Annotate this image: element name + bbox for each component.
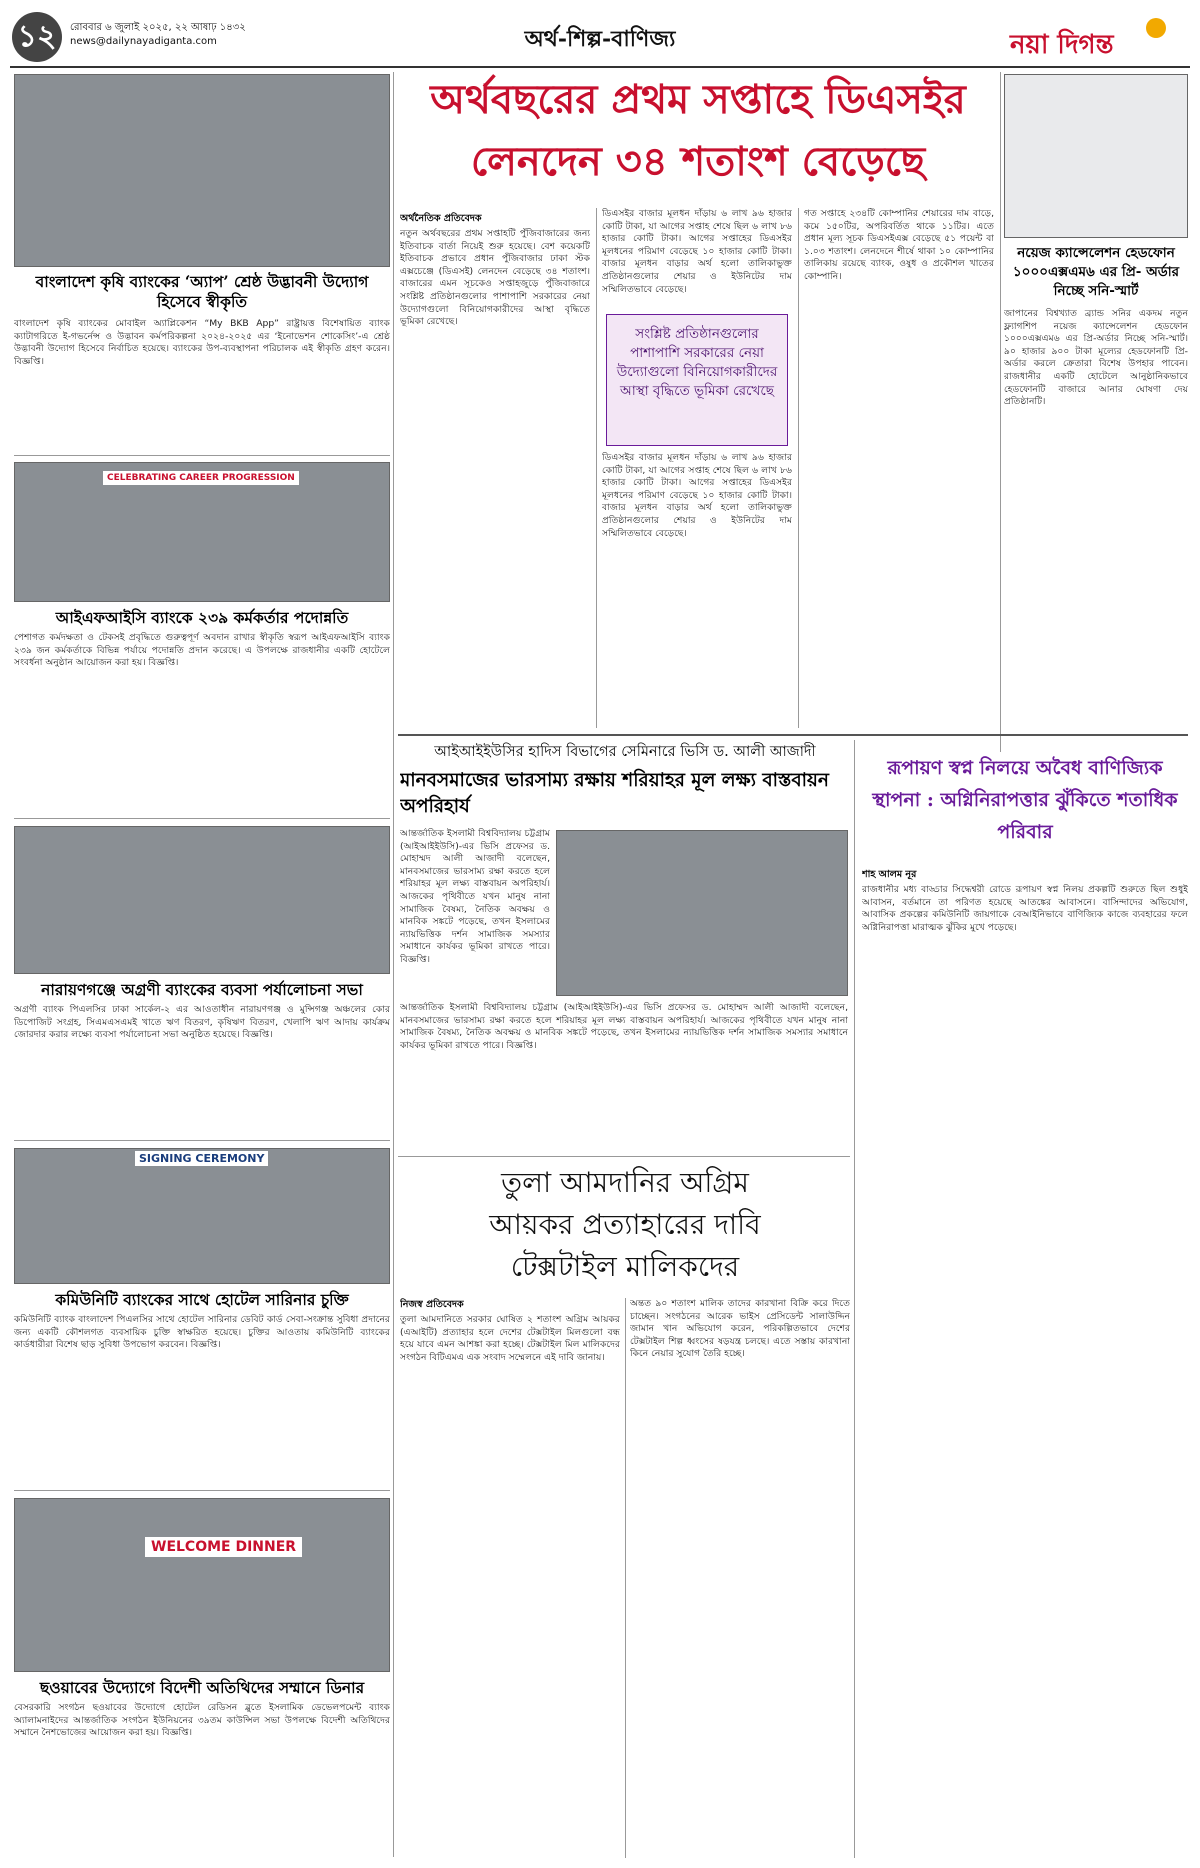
seminar-photo [556,830,848,996]
newspaper-logo [1000,14,1190,58]
item-2-headline: আইএফআইসি ব্যাংকে ২৩৯ কর্মকর্তার পদোন্নতি [55,608,349,627]
item-2-body: পেশাগত কর্মদক্ষতা ও টেকসই প্রবৃদ্ধিতে গুরুত্বপূর্ণ অবদান রাখার স্বীকৃতি স্বরূপ আইএফআইসি ব্যাংক ২৩৯ জন কর্মকর্তাকে বিভিন্ন পর্যায়ে পদোন্নতি প্রদান করেছে। এ উপলক্ষে রাজধানীর একটি হোটেলে সংবর্ধনা অনুষ্ঠান আয়োজন করা হয়। বিজ্ঞপ্তি। [14,632,390,669]
photo-banner-text: WELCOME DINNER [145,1537,302,1557]
rupayan-byline: শাহ আলম নূর [862,869,917,880]
rupayan-headline: রূপায়ণ স্বপ্ন নিলয়ে অবৈধ বাণিজ্যিক স্থাপনা : অগ্নিনিরাপত্তার ঝুঁকিতে শতাধিক পরিবার [872,757,1178,843]
seminar-body-2: আন্তর্জাতিক ইসলামী বিশ্ববিদ্যালয় চট্টগ্রাম (আইআইইউসি)-এর ভিসি প্রফেসর ড. মোহাম্মদ আলী আজাদী বলেছেন, মানবসমাজের ভারসাম্য রক্ষা করতে হলে শরিয়াহর মূল লক্ষ্য বাস্তবায়ন অপরিহার্য। আজকের পৃথিবীতে যখন মানুষ নানা সামাজিক বৈষম্য, নৈতিক অবক্ষয় ও মানবিক সঙ্কটে পড়েছে, তখন ইসলামের ন্যায়ভিত্তিক দর্শন সামাজিক সমস্যার সমাধানে কার্যকর ভূমিকা রাখতে পারে। বিজ্ঞপ্তি। [400,1002,848,1051]
lead-pull-quote [606,314,788,446]
rupayan-body: রাজধানীর মধ্য বাড্ডার সিদ্ধেশ্বরী রোডে রূপায়ণ স্বপ্ন নিলয় প্রকল্পটি শুরুতে ছিল শুধুই আবাসন, বর্তমানে তা পরিণত হয়েছে আতঙ্কের আবাসনে। বাসিন্দাদের অভিযোগ, আবাসিক প্রকল্পের কমিউনিটি জায়গাকে বেআইনিভাবে বাণিজ্যিক কাজে ব্যবহারের ফলে অগ্নিনিরাপত্তা মারাত্মক ঝুঁকির মুখে পড়েছে। [862,884,1188,933]
sony-headline: নয়েজ ক্যান্সেলেশন হেডফোন ১০০০এক্সএম৬ এর প্রি- অর্ডার নিচ্ছে সনি-স্মার্ট [1012,245,1180,299]
right-col-divider [1000,72,1001,752]
cotton-headline [400,1162,850,1294]
divider [14,1490,390,1491]
lead-col-3: গত সপ্তাহে ২৩৪টি কোম্পানির শেয়ারের দাম বাড়ে, কমে ১৫০টির, অপরিবর্তিত থাকে ১১টির। এতে প্রধান মূল্য সূচক ডিএসইএক্স বেড়েছে ৫১ পয়েন্ট বা ১.০৩ শতাংশ। লেনদেনে শীর্ষে থাকা ১০ কোম্পানির তালিকায় রয়েছে ব্যাংক, ওষুধ ও প্রকৌশল খাতের কোম্পানি। [804,208,994,282]
lead-headline-line2: লেনদেন ৩৪ শতাংশ বেড়েছে [470,138,926,185]
divider [596,208,597,728]
cotton-col-1: তুলা আমদানিতে সরকার ঘোষিত ২ শতাংশ অগ্রিম আয়কর (এআইটি) প্রত্যাহার হলে দেশের টেক্সটাইল মিলগুলো বন্ধ হয়ে যাবে এমন আশঙ্কা করা হচ্ছে। টেক্সটাইল মিল মালিকদের সংগঠন বিটিএমএ এক সংবাদ সম্মেলনে এই দাবি জানায়। [400,1314,620,1363]
cotton-headline-line1: তুলা আমদানির অগ্রিম [501,1166,749,1199]
sony-headphone-photo [1004,74,1188,238]
header-rule [10,66,1190,68]
welcome-dinner-photo [14,1498,390,1672]
item-4-body: কমিউনিটি ব্যাংক বাংলাদেশ পিএলসির সাথে হোটেল সারিনার ডেবিট কার্ড সেবা-সংক্রান্ত সুবিধা প্রদানের জন্য একটি কৌশলগত ব্যবসায়িক চুক্তি স্বাক্ষরিত হয়েছে। চুক্তির আওতায় কমিউনিটি ব্যাংকের কার্ডধারীরা বিশেষ ছাড় সুবিধা উপভোগ করবেন। বিজ্ঞপ্তি। [14,1314,390,1351]
divider [14,818,390,819]
ific-photo [14,462,390,602]
item-1-body: বাংলাদেশ কৃষি ব্যাংকের মোবাইল অ্যাপ্লিকেশন “My BKB App” রাষ্ট্রায়ত্ত বিশেষায়িত ব্যাংক ক্যাটাগরিতে ই-গভর্নেন্স ও উদ্ভাবন কর্মপরিকল্পনা ২০২৪-২০২৫ এর ‘ইনোভেশন শোকেসিং’-এ শ্রেষ্ঠ উদ্ভাবনী উদ্যোগ হিসেবে নির্বাচিত হয়েছে। ব্যাংকের উপ-ব্যবস্থাপনা পরিচালক এই স্বীকৃতি গ্রহণ করেন। বিজ্ঞপ্তি। [14,318,390,367]
krishi-award-photo [14,74,390,267]
contact-email: news@dailynayadiganta.com [70,36,217,47]
photo-banner-text: CELEBRATING CAREER PROGRESSION [103,471,299,485]
divider [398,1156,850,1157]
cotton-col-2: অন্তত ৯০ শতাংশ মালিক তাদের কারখানা বিক্রি করে দিতে চাচ্ছেন। সংগঠনের আরেক ভাইস প্রেসিডেন্ট সালাউদ্দিন জামান খান অভিযোগ করেন, পরিকল্পিতভাবে দেশের টেক্সটাইল শিল্প ধ্বংসের ষড়যন্ত্র চলছে। এতে সস্তায় কারখানা কিনে নেয়ার সুযোগ তৈরি হচ্ছে। [630,1298,850,1360]
cotton-headline-line2: আয়কর প্রত্যাহারের দাবি [489,1208,761,1241]
seminar-body: আন্তর্জাতিক ইসলামী বিশ্ববিদ্যালয় চট্টগ্রাম (আইআইইউসি)-এর ভিসি প্রফেসর ড. মোহাম্মদ আলী আজাদী বলেছেন, মানবসমাজের ভারসাম্য রক্ষা করতে হলে শরিয়াহর মূল লক্ষ্য বাস্তবায়ন অপরিহার্য। আজকের পৃথিবীতে যখন মানুষ নানা সামাজিক বৈষম্য, নৈতিক অবক্ষয় ও মানবিক সঙ্কটে পড়েছে, তখন ইসলামের ন্যায়ভিত্তিক দর্শন সামাজিক সমস্যার সমাধানে কার্যকর ভূমিকা রাখতে পারে। বিজ্ঞপ্তি। [400,828,550,965]
logo-sun-icon [1120,14,1190,58]
agrani-meeting-photo [14,826,390,974]
logo-text: নয়া দিগন্ত [1010,30,1114,58]
left-col-divider [393,72,394,1857]
item-4-headline: কমিউনিটি ব্যাংকের সাথে হোটেল সারিনার চুক্তি [55,1290,349,1309]
pull-quote-text: সংশ্লিষ্ট প্রতিষ্ঠানগুলোর পাশাপাশি সরকারের নেয়া উদ্যোগুলো বিনিয়োগকারীদের আস্থা বৃদ্ধিতে ভূমিকা রেখেছে [616,326,778,399]
lead-col-2: ডিএসইর বাজার মূলধন দাঁড়ায় ৬ লাখ ৯৬ হাজার কোটি টাকা, যা আগের সপ্তাহ শেষে ছিল ৬ লাখ ৮৬ হাজার কোটি টাকা। আগের সপ্তাহের ডিএসইর মূলধনের পরিমাণ বেড়েছে ১০ হাজার কোটি টাকা। বাজার মূলধন বাড়ার অর্থ হলো তালিকাভুক্ত প্রতিষ্ঠানগুলোর শেয়ার ও ইউনিটের দাম সম্মিলিতভাবে বেড়েছে। [602,208,792,295]
seminar-headline: মানবসমাজের ভারসাম্য রক্ষায় শরিয়াহর মূল লক্ষ্য বাস্তবায়ন অপরিহার্য [400,770,829,817]
divider [854,740,855,1858]
divider [14,455,390,456]
item-1-headline: বাংলাদেশ কৃষি ব্যাংকের ‘অ্যাপ’ শ্রেষ্ঠ উদ্ভাবনী উদ্যোগ হিসেবে স্বীকৃতি [35,272,369,311]
signing-ceremony-photo [14,1148,390,1284]
section-title: অর্থ-শিল্প-বাণিজ্য [524,26,676,52]
lead-col-1: নতুন অর্থবছরের প্রথম সপ্তাহটি পুঁজিবাজারের জন্য ইতিবাচক বার্তা নিয়েই শুরু হয়েছে। বেশ কয়েকটি ইতিবাচক প্রভাবে প্রধান পুঁজিবাজার ঢাকা স্টক এক্সচেঞ্জে (ডিএসই) লেনদেন বেড়েছে ৩৪ শতাংশ। বাজারের এমন সূচকেও সপ্তাহজুড়ে পুঁজিবাজারে সংশ্লিষ্ট প্রতিষ্ঠানগুলোর পাশাপাশি সরকারের নেয়া উদ্যোগগুলো বিনিয়োগকারীদের আস্থা বৃদ্ধিতে ভূমিকা রেখেছে। [400,228,590,328]
sony-body: জাপানের বিশ্বখ্যাত ব্র্যান্ড সনির একদম নতুন ফ্ল্যাগশিপ নয়েজ ক্যান্সেলেশন হেডফোন ১০০০এক্সএম৬ এর প্রি-অর্ডার নিচ্ছে সনি-স্মার্ট। ৯০ হাজার ৯০০ টাকা মূল্যের হেডফোনটি প্রি-অর্ডার করলে ক্রেতারা বিশেষ উপহার পাবেন। রাজধানীর একটি হোটেলে আনুষ্ঠানিকভাবে হেডফোনটি বাজারে আনার ঘোষণা দেয় প্রতিষ্ঠানটি। [1004,308,1188,408]
item-5-body: বেসরকারি সংগঠন ছওয়াবের উদ্যোগে হোটেল রেডিসন ব্লুতে ইসলামিক ডেভেলপমেন্ট ব্যাংক অ্যালামনাইদের আন্তর্জাতিক সংগঠন ইউনিয়নের ৩৯তম কাউন্সিল সভা উপলক্ষে বিদেশী অতিথিদের সম্মানে নৈশভোজের আয়োজন করা হয়। বিজ্ঞপ্তি। [14,1702,390,1739]
issue-date: রোববার ৬ জুলাই ২০২৫, ২২ আষাঢ় ১৪৩২ [70,22,246,33]
divider [14,1140,390,1141]
item-5-headline: ছওয়াবের উদ্যোগে বিদেশী অতিথিদের সম্মানে ডিনার [39,1678,365,1697]
divider [625,1298,626,1858]
photo-banner-text: SIGNING CEREMONY [135,1151,268,1166]
lead-headline-line1: অর্থবছরের প্রথম সপ্তাহে ডিএসইর [430,76,966,123]
cotton-headline-line3: টেক্সটাইল মালিকদের [510,1250,740,1283]
item-3-headline: নারায়ণগঞ্জে অগ্রণী ব্যাংকের ব্যবসা পর্যালোচনা সভা [41,980,363,999]
page-header [10,8,1190,66]
divider [798,208,799,728]
lead-col-2b: ডিএসইর বাজার মূলধন দাঁড়ায় ৬ লাখ ৯৬ হাজার কোটি টাকা, যা আগের সপ্তাহ শেষে ছিল ৬ লাখ ৮৬ হাজার কোটি টাকা। আগের সপ্তাহের ডিএসইর মূলধনের পরিমাণ বেড়েছে ১০ হাজার কোটি টাকা। বাজার মূলধন বাড়ার অর্থ হলো তালিকাভুক্ত প্রতিষ্ঠানগুলোর শেয়ার ও ইউনিটের দাম সম্মিলিতভাবে বেড়েছে। [602,452,792,539]
page-number: ১২ [12,12,62,62]
cotton-byline: নিজস্ব প্রতিবেদক [400,1299,464,1310]
item-3-body: অগ্রণী ব্যাংক পিএলসির ঢাকা সার্কেল-২ এর আওতাধীন নারায়ণগঞ্জ ও মুন্সিগঞ্জ অঞ্চলের কোর ডিপোজিট সংগ্রহ, সিএমএসএমই খাতে ঋণ বিতরণ, কৃষিঋণ বিতরণ, খেলাপি ঋণ আদায় কার্যক্রম জোরদার করার লক্ষ্যে ব্যবসা পর্যালোচনা সভা অনুষ্ঠিত হয়েছে। বিজ্ঞপ্তি। [14,1004,390,1041]
lead-byline: অর্থনৈতিক প্রতিবেদক [400,213,482,224]
lead-headline [398,74,998,204]
seminar-kicker: আইআইইউসির হাদিস বিভাগের সেমিনারে ভিসি ড. আলী আজাদী [434,744,816,760]
divider [398,734,1188,736]
